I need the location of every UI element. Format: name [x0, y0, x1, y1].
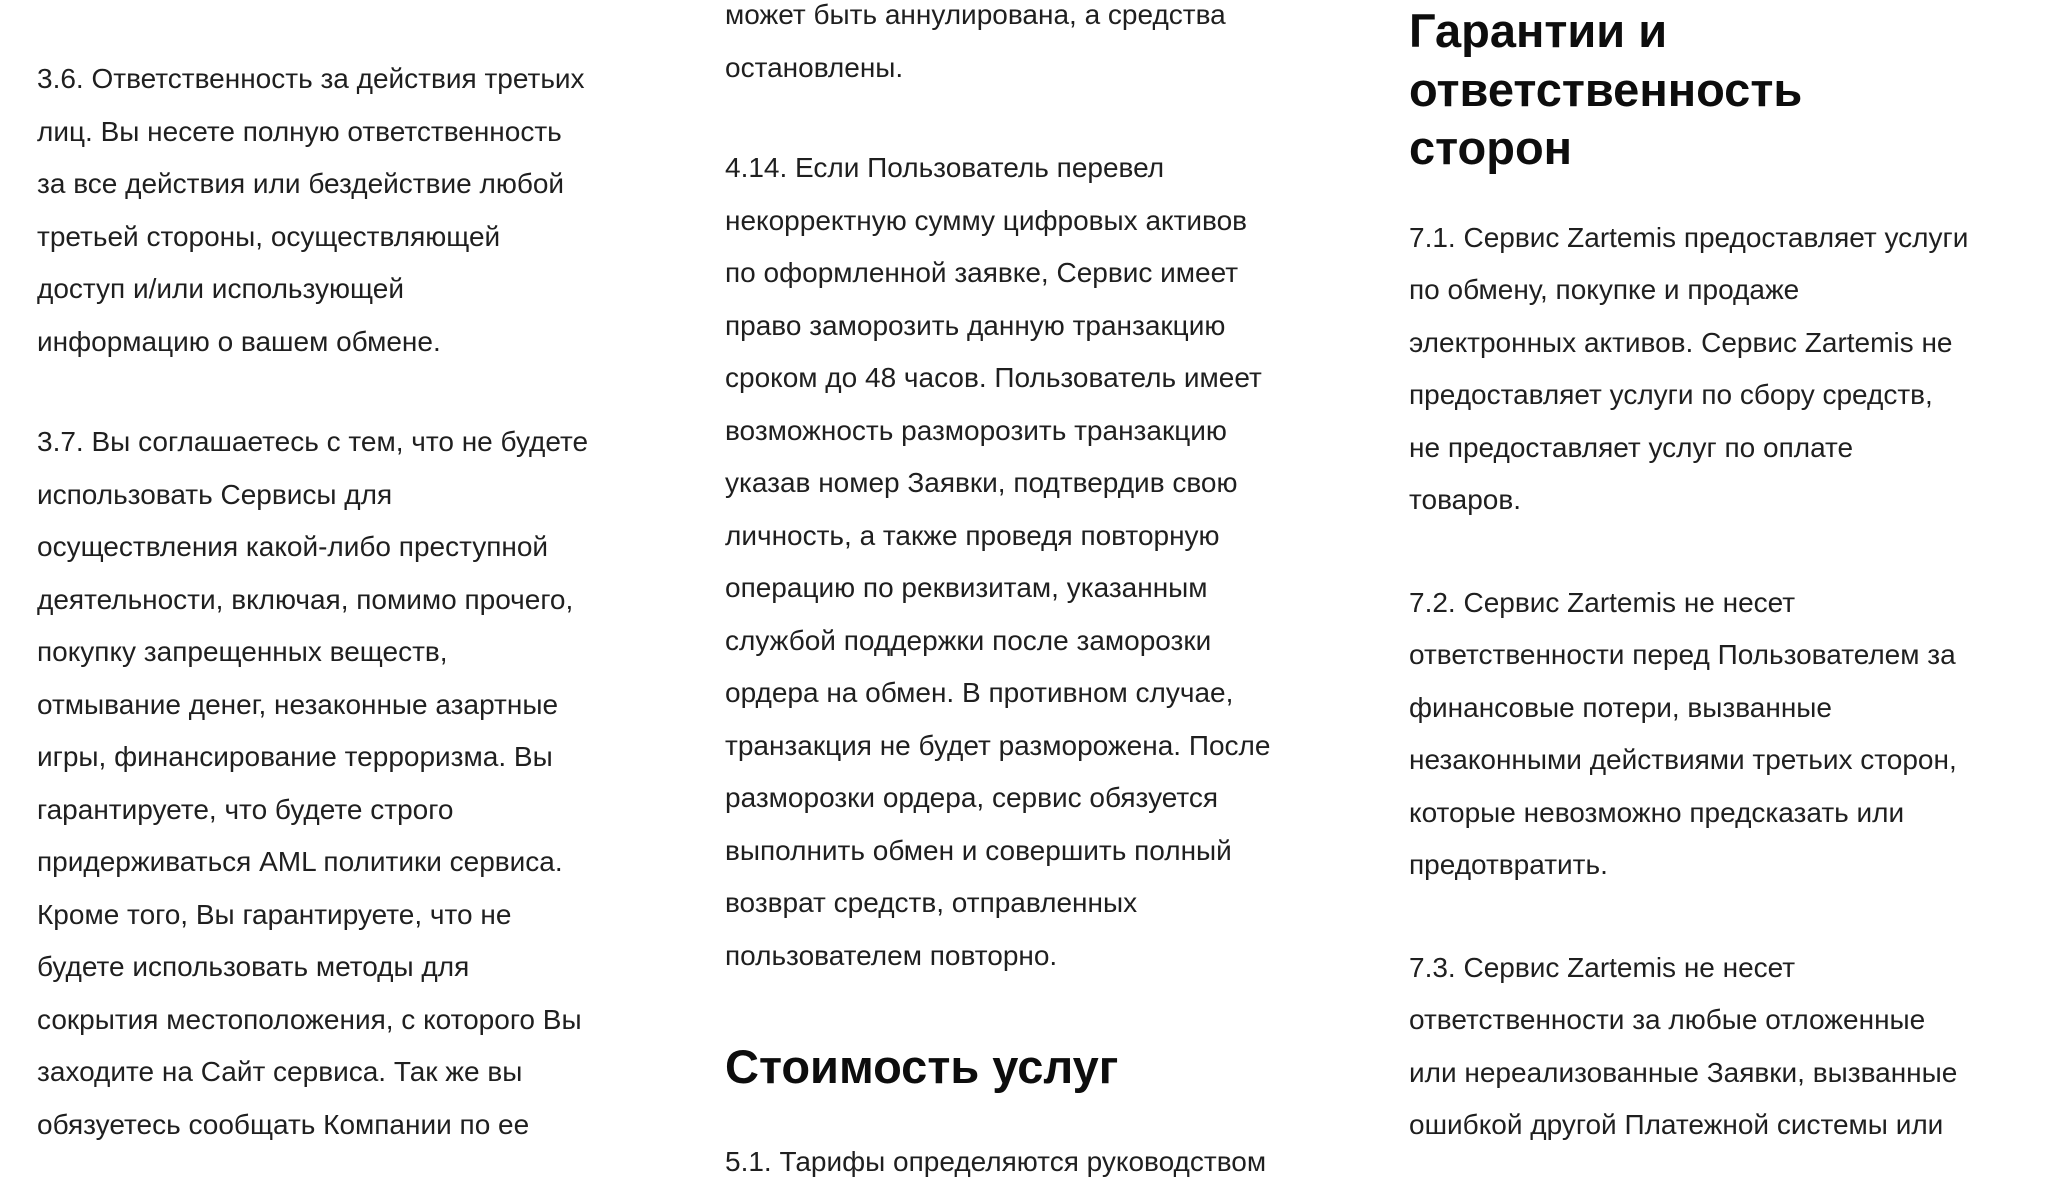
terms-column-left	[37, 53, 657, 1151]
clause-3-7: 3.7. Вы соглашаетесь с тем, что не будете использовать Сервисы для осуществления какой-либо преступной деятельности, включая, помимо прочего, покупку запрещенных веществ, отмывание денег, незаконные азартные игры, финансирование терроризма. Вы гарантируете, что будете строго придерживаться AML политики сервиса. Кроме того, Вы гарантируете, что не будете использовать методы для сокрытия местоположения, с которого Вы заходите на Сайт сервиса. Так же вы обязуетесь сообщать Компании по ее	[37, 426, 589, 1140]
clause-continuation: может быть аннулирована, а средства остановлены.	[725, 0, 1226, 83]
clause-5-1: 5.1. Тарифы определяются руководством	[725, 1146, 1267, 1177]
clause-7-2: 7.2. Сервис Zartemis не несет ответственности перед Пользователем за финансовые потери, вызванные незаконными действиями третьих сторон, которые невозможно предсказать или предотвратить.	[1409, 586, 1957, 880]
clause-3-6: 3.6. Ответственность за действия третьих лиц. Вы несете полную ответственность за все действия или бездействие любой третьей стороны, осуществляющей доступ и/или использующей информацию о вашем обмене.	[37, 63, 585, 357]
terms-column-middle	[725, 0, 1345, 1189]
section-heading-guarantees: Гарантии и ответственность сторон	[1409, 4, 1803, 174]
terms-column-right	[1409, 0, 2029, 1202]
clause-7-1: 7.1. Сервис Zartemis предоставляет услуги по обмену, покупке и продаже электронных активов. Сервис Zartemis не предоставляет услуги по сбору средств, не предоставляет услуг по оплате товаров.	[1409, 221, 1969, 515]
clause-7-3: 7.3. Сервис Zartemis не несет ответственности за любые отложенные или нереализованные Заявки, вызванные ошибкой другой Платежной системы или	[1409, 951, 1958, 1140]
clause-4-14: 4.14. Если Пользователь перевел некорректную сумму цифровых активов по оформленной заявке, Сервис имеет право заморозить данную транзакцию сроком до 48 часов. Пользователь имеет возможность разморозить транзакцию указав номер Заявки, подтвердив свою личность, а также проведя повторную операцию по реквизитам, указанным службой поддержки после заморозки ордера на обмен. В противном случае, транзакция не будет разморожена. После разморозки ордера, сервис обязуется выполнить обмен и совершить полный возврат средств, отправленных пользователем повторно.	[725, 152, 1271, 971]
section-heading-service-cost: Стоимость услуг	[725, 1040, 1119, 1093]
